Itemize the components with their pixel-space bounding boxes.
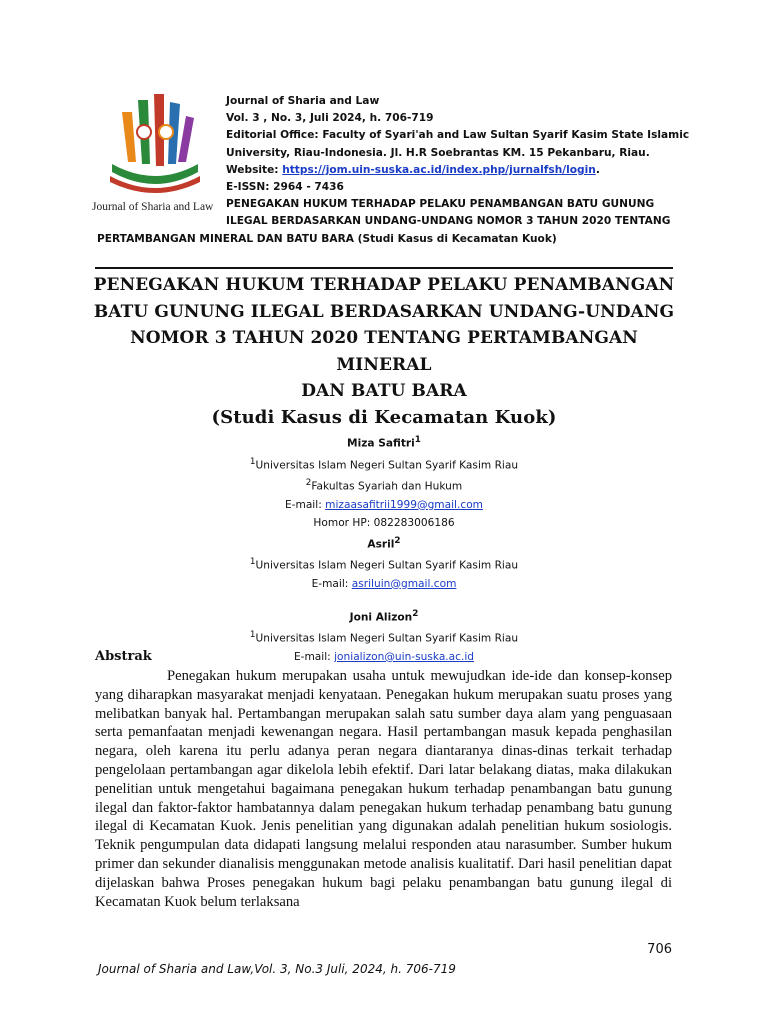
- email-link[interactable]: asriluin@gmail.com: [351, 577, 457, 590]
- running-title-line-3: PERTAMBANGAN MINERAL DAN BATU BARA (Studi Kasus di Kecamatan Kuok): [97, 233, 557, 245]
- website-link[interactable]: https://jom.uin-suska.ac.id/index.php/jurnalfsh/login: [282, 163, 596, 176]
- author-email: E-mail: asriluin@gmail.com: [311, 577, 457, 590]
- journal-header: [226, 93, 696, 231]
- author-phone: Homor HP: 082283006186: [313, 516, 455, 529]
- email-link[interactable]: mizaasafitrii1999@gmail.com: [325, 498, 483, 511]
- logo-caption: Journal of Sharia and Law: [92, 201, 214, 213]
- author-name: Asril$^2$: [367, 535, 401, 551]
- author-affiliation: $^2$Fakultas Syariah dan Hukum: [305, 478, 463, 493]
- page-number: 706: [647, 942, 672, 957]
- running-title-line-1: PENEGAKAN HUKUM TERHADAP PELAKU PENAMBANGAN BATU GUNUNG: [226, 198, 655, 211]
- author-block: [80, 431, 688, 666]
- title-line-1: PENEGAKAN HUKUM TERHADAP PELAKU PENAMBANGAN: [93, 275, 675, 295]
- author-affiliation: $^1$Universitas Islam Negeri Sultan Syarif Kasim Riau: [249, 456, 519, 472]
- eissn: E-ISSN: 2964 - 7436: [226, 181, 344, 194]
- author-email: E-mail: jonializon@uin-suska.ac.id: [293, 650, 475, 663]
- email-link[interactable]: jonializon@uin-suska.ac.id: [334, 650, 475, 663]
- website-end: .: [595, 163, 600, 176]
- author-affiliation: $^1$Universitas Islam Negeri Sultan Syarif Kasim Riau: [249, 557, 519, 572]
- author-email: E-mail: mizaasafitrii1999@gmail.com: [284, 498, 483, 511]
- title-line-2: BATU GUNUNG ILEGAL BERDASARKAN UNDANG-UNDANG: [93, 301, 675, 322]
- editorial-office-line-2: University, Riau-Indonesia. Jl. H.R Soebrantas KM. 15 Pekanbaru, Riau.: [226, 146, 650, 159]
- author-name: Miza Safitri$^1$: [347, 435, 421, 450]
- journal-name: Journal of Sharia and Law: [226, 95, 380, 107]
- title-line-3: NOMOR 3 TAHUN 2020 TENTANG PERTAMBANGAN MINERAL: [130, 328, 638, 375]
- abstract-heading: Abstrak: [95, 649, 152, 664]
- title-subtitle: (Studi Kasus di Kecamatan Kuok): [211, 406, 557, 428]
- running-title-line-2: ILEGAL BERDASARKAN UNDANG-UNDANG NOMOR 3 TAHUN 2020 TENTANG: [226, 215, 671, 228]
- article-title: [80, 272, 688, 431]
- abstract-text: Penegakan hukum merupakan usaha untuk mewujudkan ide-ide dan konsep-konsep yang diharapkan masyarakat menjadi kenyataan. Penegakan hukum merupakan suatu proses yang melibatkan banyak hal. Pertambangan merupakan salah satu sumber daya alam yang penguasaan serta pemanfaatan menjadi kewenangan negara. Hasil pertambangan masuk kepada penghasilan negara, oleh karena itu perlu adanya peran negara diantaranya dinas-dinas terkait terhadap pengelolaan pertambangan agar dikelola lebih efektif. Dari latar belakang diatas, maka dilakukan penelitian untuk mengetahui bagaimana penegakan hukum terhadap penambangan batu gunung ilegal dan faktor-faktor hambatannya dalam penegakan hukum terhadap penambang batu gunung ilegal di Kecamatan Kuok. Jenis penelitian yang digunakan adalah penelitian hukum sosiologis. Teknik pengumpulan data didapati langsung melalui responden atau narasumber. Sumber hukum primer dan sekunder dianalisis menggunakan metode analisis kualitatif. Dari hasil penelitian dapat dijelaskan bahwa Proses penegakan hukum bagi pelaku penambangan batu gunung ilegal di Kecamatan Kuok belum terlaksana: [95, 668, 672, 910]
- page-footer: Journal of Sharia and Law,Vol. 3, No.3 Juli, 2024, h. 706-719: [98, 962, 456, 976]
- header-divider: [95, 267, 673, 269]
- spacer: [80, 593, 688, 605]
- journal-volume: Vol. 3 , No. 3, Juli 2024, h. 706-719: [226, 112, 434, 125]
- author-name: Joni Alizon$^2$: [349, 608, 419, 624]
- journal-logo: [92, 92, 218, 218]
- author-affiliation: $^1$Universitas Islam Negeri Sultan Syarif Kasim Riau: [249, 630, 519, 645]
- website-line: [226, 162, 696, 179]
- editorial-office-line-1: Editorial Office: Faculty of Syari'ah and Law Sultan Syarif Kasim State Islamic: [226, 129, 690, 142]
- website-label: Website:: [226, 163, 283, 176]
- logo-emblem-icon: [92, 92, 218, 202]
- title-line-4: DAN BATU BARA: [301, 381, 467, 401]
